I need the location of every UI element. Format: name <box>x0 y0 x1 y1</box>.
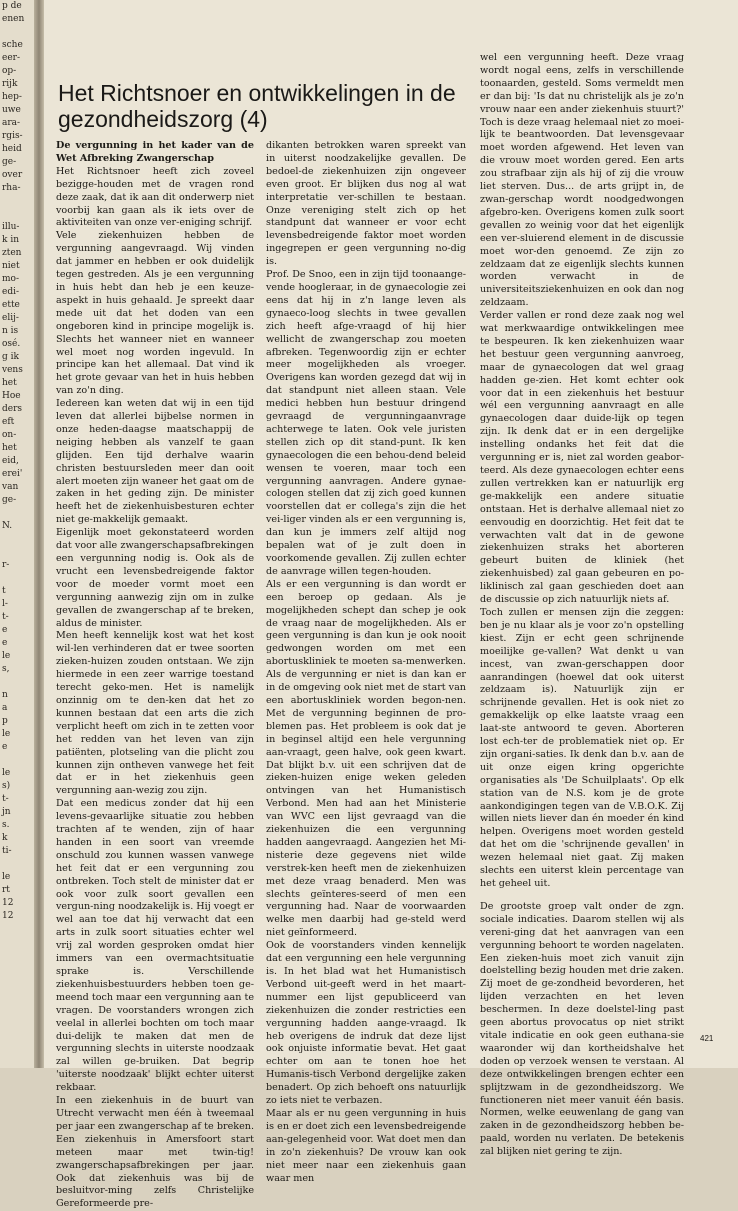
previous-page-fragment: ders <box>2 404 23 414</box>
paragraph: Prof. De Snoo, een in zijn tijd toonaange-vende hoogleraar, in de gynaecologie zei eens dat hij in z'n lange leven als gynaeco-loog slechts in twee gevallen zich heeft afge-vraagd of hij hier wellicht de zwangerschap zou moeten afbreken. Tegenwoordig zijn er echter meer mogelijkheden als vroeger. Overigens kan worden gezegd dat wij in dat standpunt niet alleen staan. Vele medici hebben hun bestuur dringend gevraagd de vergunningaanvrage achterwege te laten. Ook vele juristen stellen zich op dit stand-punt. Ik ken gynaecologen die een behou-dend beleid wensen te voeren, maar toch een vergunning aanvragen. Andere gynae-cologen stellen dat zij zich goed kunnen voorstellen dat er collega's zijn die het vei-liger vinden als er een vergunning is, dan kun je immers zelf altijd nog bepalen wat of je zult doen in voorkomende gevallen. Zij zullen echter de aanvrage willen tegen-houden. <box>266 269 466 577</box>
previous-page-fragment: het <box>2 443 17 453</box>
previous-page-fragment: on- <box>2 430 17 440</box>
page-number: 421 <box>700 1034 714 1043</box>
previous-page-fragment: t- <box>2 794 9 804</box>
previous-page-fragment: e <box>2 742 8 752</box>
paragraph: dikanten betrokken waren spreekt van in uiterst noodzakelijke gevallen. De bedoel-de ziekenhuizen zijn ongeveer even groot. Er blijken dus nog al wat interpretatie ver-schillen te bestaan. Onze vereniging stelt zich op het standpunt dat wanneer er voor echt levensbedreigende faktor moet worden ingegrepen er geen vergunning no-dig is. <box>266 140 466 268</box>
paragraph: Toch zullen er mensen zijn die zeggen: ben je nu klaar als je voor zo'n opstelling kiest. Zijn er echt geen schrijnende moeilijke ge-vallen? Wat denkt u van incest, van zwan-gerschappen door aanrandingen (hoewel dat ook uiterst zeldzaam is). Natuurlijk zijn er schrijnende gevallen. Het is ook niet zo gemakkelijk op elke laatste vraag een laat-ste antwoord te geven. Aborteren lost ech-ter de problematiek niet op. Er zijn organi-saties. Ik denk dan b.v. aan de uit onze eigen kring opgerichte organisaties als 'De Schuilplaats'. Op elk station van de N.S. kom je de grote aankondigingen tegen van de V.B.O.K. Zij willen niets liever dan én moeder én kind helpen. Overigens moet worden gesteld dat het om die 'schrijnende gevallen' in wezen helemaal niet gaat. Zij maken slechts een uiterst klein percentage van het geheel uit. <box>480 606 684 889</box>
previous-page-fragment <box>0 208 34 221</box>
previous-page-fragment: osé. <box>2 339 21 349</box>
previous-page-fragment: k in <box>2 235 19 245</box>
previous-page-fragment: p de <box>2 1 22 11</box>
previous-page-fragment: 12 <box>2 911 14 921</box>
paragraph: De grootste groep valt onder de zgn. sociale indicaties. Daarom stellen wij als vereni-ging dat het aanvragen van een vergunning behoort te worden nagelaten. Een zieken-huis moet zich vanuit zijn doelstelling bezig houden met drie zaken. Zij moet de ge-zondheid bevorderen, het lijden verzachten en het leven beschermen. In deze doelstel-ling past geen abortus provocatus op niet strikt vitale indicatie en ook geen euthana-sie waaronder wij dan kortheidshalve het doden op verzoek wensen te verstaan. Al deze ontwikkelingen brengen echter een splijtzwam in de gezondheidszorg. We functioneren niet meer vanuit één basis. Normen, welke eeuwenlang de gang van zaken in de gezondheidszorg hebben be-paald, worden nu verlaten. De betekenis zal blijken niet gering te zijn. <box>480 900 684 1158</box>
paragraph: Dat een medicus zonder dat hij een levens-gevaarlijke situatie zou hebben trachten af te wenden, zijn of haar handen in een soort van vreemde onschuld zou kunnen wassen vanwege het feit dat er een vergunning zou ontbreken. Toch stelt de minister dat er ook voor zulk soort gevallen een vergun-ning noodzakelijk is. Hij voegt er wel aan toe dat hij verwacht dat een arts in zulk soort situaties echter wel vrij zal worden gesproken omdat hier immers van een overmachtsituatie sprake is. Verschillende ziekenhuisbestuurders hebben toen ge-meend toch maar een vergunning aan te vragen. De voorstanders wrongen zich veelal in allerlei bochten om toch maar dui-delijk te maken dat men de vergunning slechts in uiterste noodzaak zal willen ge-bruiken. Dat begrip 'uiterste noodzaak' blijkt echter uiterst rekbaar. <box>56 798 254 1094</box>
previous-page-fragment: vens <box>2 365 23 375</box>
magazine-page <box>44 0 738 1210</box>
previous-page-fragment <box>0 533 34 546</box>
previous-page-fragment: a <box>2 703 8 713</box>
previous-page-fragment: t- <box>2 612 9 622</box>
previous-page-fragment <box>0 195 34 208</box>
previous-page-fragment: enen <box>2 14 25 24</box>
previous-page-fragment <box>0 507 34 520</box>
previous-page-fragment <box>0 546 34 559</box>
previous-page-fragment: heid <box>2 144 22 154</box>
previous-page-fragment: elij- <box>2 313 19 323</box>
previous-page-fragment: l- <box>2 599 8 609</box>
previous-page-fragment: uwe <box>2 105 21 115</box>
previous-page-fragment: ge- <box>2 495 17 505</box>
paragraph: Men heeft kennelijk kost wat het kost wil-len verhinderen dat er twee soorten zieken-huizen zouden ontstaan. We zijn hiermede in een zeer warrige toestand terecht geko-men. Het is namelijk onzinnig om te den-ken dat het zo kunnen bestaan dat een arts die zich verplicht heeft om zich in te zetten voor het redden van het leven van zijn patiënten, plotseling van die plicht zou kunnen zijn ontheven vanwege het feit dat er in het ziekenhuis geen vergunning aan-wezig zou zijn. <box>56 630 254 797</box>
previous-page-fragment: N. <box>2 521 13 531</box>
previous-page-fragment: zten <box>2 248 22 258</box>
previous-page-fragment: n <box>2 690 8 700</box>
previous-page-fragment: illu- <box>2 222 20 232</box>
previous-page-fragment: t <box>2 586 6 596</box>
previous-page-fragment: ara- <box>2 118 21 128</box>
previous-page-fragment: mo- <box>2 274 19 284</box>
previous-page-fragment: s) <box>2 781 11 791</box>
paragraph: Verder vallen er rond deze zaak nog wel wat merkwaardige ontwikkelingen mee te bespeuren. Ik ken ziekenhuizen waar het bestuur geen vergunning aanvroeg, maar de gynaecologen dat wel graag hadden ge-zien. Het komt echter ook voor dat in een ziekenhuis het bestuur wél een vergunning aanvraagt en alle gynaecologen daar duide-lijk op tegen zijn. Ik denk dat er in een dergelijke instelling ondanks het feit dat die vergunning er is, niet zal worden geabor-teerd. Als deze gynaecologen echter eens zullen vertrekken kan er natuurlijk erg ge-makkelijk een andere situatie ontstaan. Het is derhalve allemaal niet zo eenvoudig en doorzichtig. Het feit dat te verwachten valt dat in de gewone ziekenhuizen straks het aborteren gebeurt buiten de kliniek (het ziekenhuisbed) zal gaan gebeuren en po-liklinisch zal gaan geschieden doet aan de discussie op zich natuurlijk niets af. <box>480 310 684 606</box>
previous-page-fragment: rgis- <box>2 131 23 141</box>
previous-page-fragment: le <box>2 729 11 739</box>
column-3 <box>480 52 684 1158</box>
previous-page-fragment: hep- <box>2 92 22 102</box>
paragraph: Maar als er nu geen vergunning in huis is en er doet zich een levensbedreigende aan-gelegenheid voor. Wat doet men dan in zo'n ziekenhuis? De vrouw kan ook niet meer naar een ziekenhuis gaan waar men <box>266 1107 466 1184</box>
previous-page-fragment: rt <box>2 885 10 895</box>
previous-page-fragment: over <box>2 170 23 180</box>
previous-page-fragment: eer- <box>2 53 20 63</box>
paragraph: Het Richtsnoer heeft zich zoveel bezigge-houden met de vragen rond deze zaak, dat ik aan dit onderwerp niet voorbij kan gaan als ik iets over de aktiviteiten van onze ver-eniging schrijf. <box>56 165 254 229</box>
previous-page-fragment: rijk <box>2 79 18 89</box>
column-1 <box>56 140 254 1210</box>
previous-page-fragment <box>0 572 34 585</box>
paragraph: Als er een vergunning is dan wordt er een beroep op gedaan. Als je mogelijkheden schept dan schep je ook de vraag naar de mogelijkheden. Als er geen vergunning is dan kun je ook nooit gedwongen worden om met een abortuskliniek te moeten sa-menwerken. Als de vergunning er niet is dan kan er in de omgeving ook niet met de start van een abortuskliniek worden begon-nen. Met de vergunning beginnen de pro-blemen pas. Het probleem is ook dat je in beginsel altijd een hele vergunning aan-vraagt, geen halve, ook geen kwart. Dat blijkt b.v. uit een schrijven dat de zieken-huizen enige weken geleden ontvingen van het Humanistisch Verbond. Men had aan het Ministerie van WVC een lijst gevraagd van die ziekenhuizen die een vergunning hadden aangevraagd. Aangezien het Mi-nisterie deze gegevens niet wilde verstrek-ken heeft men de ziekenhuizen met deze vraag benaderd. Men was slechts geïnteres-seerd of men een vergunning had. Naar de voorwaarden welke men daarbij had ge-steld werd niet geïnformeerd. <box>266 578 466 939</box>
previous-page-fragment <box>0 676 34 689</box>
previous-page-fragment: eft <box>2 417 15 427</box>
paragraph: wel een vergunning heeft. Deze vraag wordt nogal eens, zelfs in verschillende toonaarden, gesteld. Soms vermeldt men er dan bij: 'Is dat nu christelijk als je zo'n vrouw naar een ander ziekenhuis stuurt?' Toch is deze vraag helemaal niet zo moei-lijk te beantwoorden. Dat levensgevaar moet worden afgewend. Het leven van die vrouw moet worden gered. Een arts zou strafbaar zijn als hij of zij die vrouw liet sterven. Dus... de arts grijpt in, de zwan-gerschap wordt noodgedwongen afgebro-ken. Overigens komen zulk soort gevallen zo weinig voor dat het eigenlijk een ver-sluierend element in de discussie moet wor-den genoemd. Ze zijn zo zeldzaam dat ze eigenlijk slechts kunnen worden verwacht in de universiteitsziekenhuizen en ook dan nog zeldzaam. <box>480 52 684 309</box>
previous-page-fragment: le <box>2 651 11 661</box>
previous-page-fragment: niet <box>2 261 20 271</box>
previous-page-strip <box>0 0 34 1068</box>
paragraph: Vele ziekenhuizen hebben de vergunning aangevraagd. Wij vinden dat jammer en hebben er ook duidelijk tegen gestreden. Als je een vergunning in huis hebt dan heb je een keuze-aspekt in huis gehaald. Je spreekt daar mede uit dat het doden van een ongeboren kind in principe mogelijk is. Slechts het wanneer niet en wanneer wel moet nog worden ingevuld. In principe kan het allemaal. Dat vind ik het grote gevaar van het in huis hebben van zo'n ding. <box>56 230 254 397</box>
previous-page-fragment: rha- <box>2 183 21 193</box>
previous-page-fragment: eid, <box>2 456 19 466</box>
previous-page-fragment: edi- <box>2 287 20 297</box>
column-2 <box>266 140 466 1184</box>
previous-page-fragment: s. <box>2 820 10 830</box>
previous-page-fragment: erei' <box>2 469 23 479</box>
previous-page-fragment: op- <box>2 66 17 76</box>
previous-page-fragment <box>0 754 34 767</box>
paragraph: In een ziekenhuis in de buurt van Utrecht verwacht men één à tweemaal per jaar een zwangerschap af te breken. Een ziekenhuis in Amersfoort start meteen maar met twin-tig! zwangerschapsafbrekingen per jaar. Ook dat ziekenhuis was bij de besluitvor-ming zelfs Christelijke Gereformeerde pre- <box>56 1095 254 1210</box>
previous-page-fragment: het <box>2 378 17 388</box>
previous-page-fragment: sche <box>2 40 23 50</box>
previous-page-fragment: n is <box>2 326 19 336</box>
previous-page-fragment: s, <box>2 664 10 674</box>
page-gutter <box>34 0 44 1068</box>
previous-page-fragment: r- <box>2 560 10 570</box>
previous-page-fragment: le <box>2 768 11 778</box>
paragraph: Eigenlijk moet gekonstateerd worden dat voor alle zwangerschapsafbrekingen een vergunning nodig is. Ook als de vrucht een levensbedreigende faktor voor de moeder vormt moet een vergunning aanwezig zijn om in zulke gevallen de zwangerschap af te breken, aldus de minister. <box>56 527 254 629</box>
previous-page-fragment: e <box>2 625 8 635</box>
previous-page-fragment: k <box>2 833 8 843</box>
paragraph: Iedereen kan weten dat wij in een tijd leven dat allerlei bijbelse normen in onze heden-daagse maatschappij de neiging hebben als vanzelf te gaan glijden. Een tijd derhalve waarin christen bestuursleden meer dan ooit alert moeten zijn waneer het gaat om de zaken in het geding zijn. De minister heeft het de ziekenhuisbesturen echter niet ge-makkelijk gemaakt. <box>56 398 254 526</box>
article-subtitle: De vergunning in het kader van de Wet Afbreking Zwangerschap <box>56 140 254 164</box>
paragraph: Ook de voorstanders vinden kennelijk dat een vergunning een hele vergunning is. In het blad wat het Humanistisch Verbond uit-geeft werd in het maart-nummer een lijst gepubliceerd van ziekenhuizen die zonder restricties een vergunning hadden aange-vraagd. Ik heb overigens de indruk dat deze lijst ook onjuiste informatie bevat. Het gaat echter om aan te tonen hoe het Humanis-tisch Verbond dergelijke zaken benadert. Op zich behoeft ons natuurlijk zo iets niet te verbazen. <box>266 940 466 1107</box>
previous-page-fragment: p <box>2 716 8 726</box>
previous-page-fragment: ti- <box>2 846 12 856</box>
article-title: Het Richtsnoer en ontwikkelingen in de gezondheidszorg (4) <box>58 80 456 132</box>
previous-page-fragment: g ik <box>2 352 19 362</box>
previous-page-fragment: ge- <box>2 157 17 167</box>
previous-page-fragment: jn <box>2 807 11 817</box>
previous-page-fragment <box>0 26 34 39</box>
previous-page-fragment: e <box>2 638 8 648</box>
previous-page-fragment: 12 <box>2 898 14 908</box>
previous-page-fragment: ette <box>2 300 20 310</box>
previous-page-fragment: le <box>2 872 11 882</box>
previous-page-fragment: Hoe <box>2 391 21 401</box>
previous-page-fragment <box>0 858 34 871</box>
previous-page-fragment: van <box>2 482 19 492</box>
